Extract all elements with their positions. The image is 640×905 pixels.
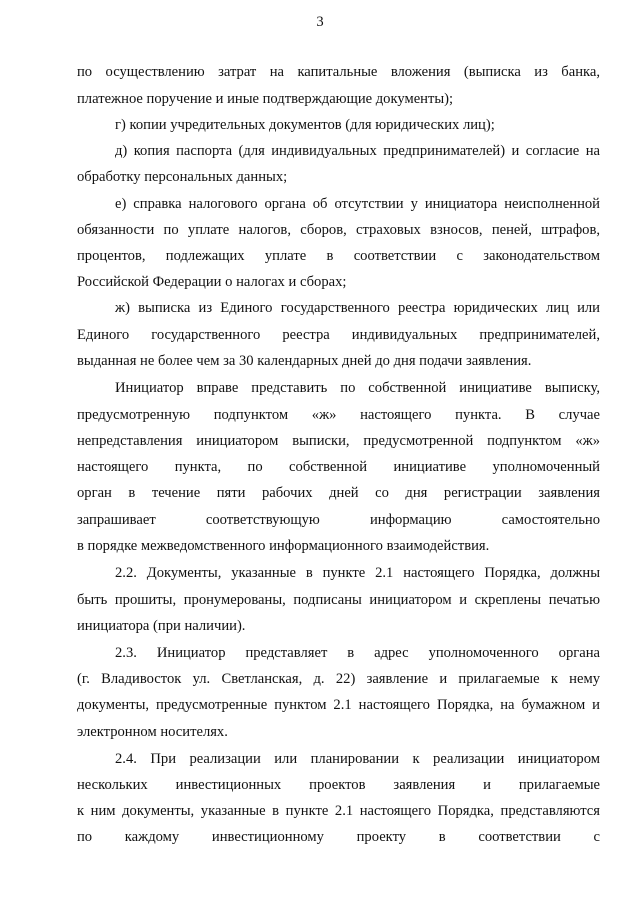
- text-line: обязанности по уплате налогов, сборов, страховых взносов, пеней, штрафов,: [77, 222, 600, 238]
- text-line: непредставления инициатором выписки, предусмотренной подпунктом «ж»: [77, 433, 600, 449]
- text-line: обработку персональных данных;: [77, 169, 288, 185]
- text-line: г) копии учредительных документов (для юридических лиц);: [115, 117, 495, 133]
- text-line: электронном носителях.: [77, 724, 228, 740]
- text-line: д) копия паспорта (для индивидуальных предпринимателей) и согласие на: [115, 143, 600, 159]
- text-line: Единого государственного реестра индивидуальных предпринимателей,: [77, 327, 600, 343]
- text-line: документы, предусмотренные пунктом 2.1 настоящего Порядка, на бумажном и: [77, 697, 600, 713]
- text-line: инициатора (при наличии).: [77, 618, 246, 634]
- text-line: выданная не более чем за 30 календарных дней до дня подачи заявления.: [77, 353, 532, 369]
- text-line: орган в течение пяти рабочих дней со дня регистрации заявления: [77, 485, 600, 501]
- text-line: запрашивает соответствующую информацию самостоятельно: [77, 512, 600, 528]
- text-line: Инициатор вправе представить по собственной инициативе выписку,: [115, 380, 600, 396]
- text-line: (г. Владивосток ул. Светланская, д. 22) заявление и прилагаемые к нему: [77, 671, 600, 687]
- text-line: 2.3. Инициатор представляет в адрес уполномоченного органа: [115, 645, 600, 661]
- text-line: е) справка налогового органа об отсутствии у инициатора неисполненной: [115, 196, 600, 212]
- text-line: настоящего пункта, по собственной инициативе уполномоченный: [77, 459, 600, 475]
- page-number: 3: [316, 14, 324, 30]
- text-line: к ним документы, указанные в пункте 2.1 настоящего Порядка, представляются: [77, 803, 600, 819]
- text-line: по осуществлению затрат на капитальные вложения (выписка из банка,: [77, 64, 600, 80]
- text-line: нескольких инвестиционных проектов заявления и прилагаемые: [77, 777, 600, 793]
- text-line: 2.4. При реализации или планировании к реализации инициатором: [115, 751, 600, 767]
- text-line: процентов, подлежащих уплате в соответствии с законодательством: [77, 248, 600, 264]
- text-line: по каждому инвестиционному проекту в соответствии с: [77, 829, 600, 845]
- text-line: в порядке межведомственного информационного взаимодействия.: [77, 538, 490, 554]
- text-line: ж) выписка из Единого государственного реестра юридических лиц или: [115, 300, 600, 316]
- text-line: предусмотренную подпунктом «ж» настоящего пункта. В случае: [77, 407, 600, 423]
- text-line: быть прошиты, пронумерованы, подписаны инициатором и скреплены печатью: [77, 592, 600, 608]
- text-line: платежное поручение и иные подтверждающие документы);: [77, 91, 454, 107]
- text-line: 2.2. Документы, указанные в пункте 2.1 настоящего Порядка, должны: [115, 565, 600, 581]
- text-line: Российской Федерации о налогах и сборах;: [77, 274, 347, 290]
